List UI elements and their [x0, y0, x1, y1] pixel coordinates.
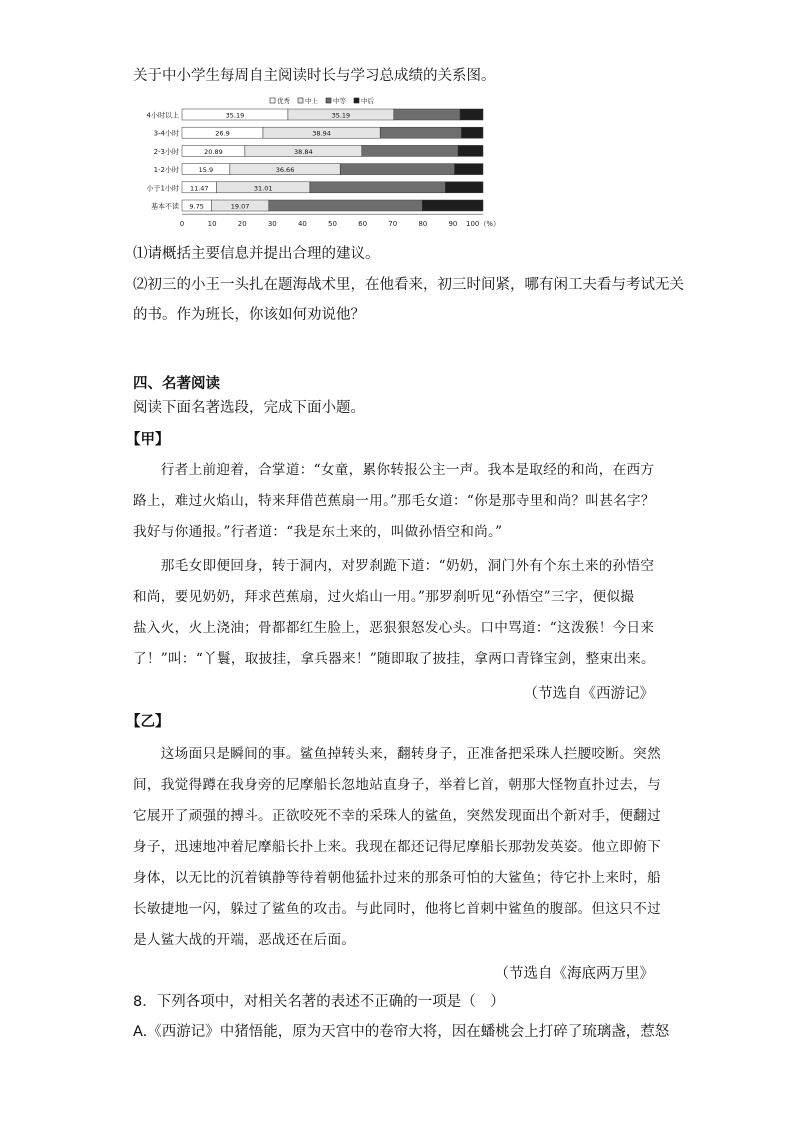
data-label: 35.19 [225, 111, 245, 120]
bar-segment [455, 164, 483, 175]
x-tick-label: 30 [267, 220, 277, 229]
data-label: 15.9 [198, 166, 214, 175]
legend-label: 中后 [361, 97, 374, 106]
category-label: 基本不读 [151, 202, 179, 211]
data-label: 38.94 [312, 129, 331, 138]
yi-line: 这场面只是瞬间的事。鲨鱼掉转头来，翻转身子，正准备把采珠人拦腰咬断。突然 [133, 746, 661, 762]
x-tick-label: 0 [179, 220, 185, 229]
category-label: 2-3小时 [153, 147, 179, 156]
data-label: 11.47 [189, 184, 209, 193]
x-tick-label: 60 [358, 220, 368, 229]
bar-segment [310, 182, 445, 193]
legend-swatch [270, 98, 275, 103]
section-title: 四、名著阅读 [133, 376, 220, 392]
data-label: 20.89 [204, 147, 223, 156]
jia-line: 和尚，要见奶奶，拜求芭蕉扇，过火焰山一用。”那罗刹听见“孙悟空”三字，便似撮 [133, 589, 635, 605]
jia-line: 盐入火，火上浇油；骨都都红生脸上，恶狠狠怒发心头。口中骂道：“这泼猴！今日来 [133, 620, 655, 636]
jia-line: 那毛女即便回身，转于洞内，对罗刹跪下道：“奶奶，洞门外有个东土来的孙悟空 [133, 558, 655, 574]
legend-label: 中等 [333, 97, 346, 106]
bar-segment [380, 127, 461, 138]
data-label: 35.19 [331, 111, 351, 120]
jia-line: 行者上前迎着，合掌道：“女童，累你转报公主一声。我本是取经的和尚，在西方 [133, 462, 655, 478]
x-tick-label: 10 [207, 220, 217, 229]
yi-label: 【乙】 [126, 714, 170, 730]
x-tick-label: 20 [237, 220, 247, 229]
bar-segment [340, 164, 454, 175]
legend-label: 中上 [305, 97, 318, 106]
data-label: 36.66 [275, 166, 295, 175]
x-tick-label: 70 [388, 220, 398, 229]
jia-line: 我好与你通报。”行者道：“我是东土来的，叫做孙悟空和尚。” [133, 524, 503, 540]
data-label: 31.01 [253, 184, 273, 193]
question-1-2-cont: 的书。作为班长，你该如何劝说他？ [133, 307, 365, 323]
x-tick-label: 50 [328, 220, 337, 229]
legend-swatch [326, 98, 331, 103]
x-tick-label: 100（%） [465, 220, 501, 229]
question-8-option-a: A.《西游记》中猪悟能，原为天宫中的卷帘大将，因在蟠桃会上打碎了琉璃盏，惹怒 [133, 1024, 670, 1040]
category-label: 3-4小时 [153, 129, 179, 138]
bar-segment [362, 145, 458, 156]
bar-segment [422, 200, 483, 211]
yi-source: （节选自《海底两万里》 [494, 966, 654, 982]
category-label: 1-2小时 [153, 166, 179, 175]
data-label: 9.75 [189, 202, 204, 211]
data-label: 26.9 [215, 129, 230, 138]
question-1-1: ⑴请概括主要信息并提出合理的建议。 [133, 246, 380, 262]
bar-segment [269, 200, 423, 211]
bar-segment [461, 127, 483, 138]
data-label: 19.07 [230, 202, 250, 211]
yi-line: 它展开了顽强的搏斗。正欲咬死不幸的采珠人的鲨鱼，突然发现面出个新对手，便翻过 [133, 808, 661, 824]
jia-source: （节选自《西游记》 [523, 686, 654, 702]
category-label: 小于1小时 [146, 184, 179, 193]
section-intro: 阅读下面名著选段，完成下面小题。 [133, 400, 365, 416]
yi-line: 间，我觉得蹲在我身旁的尼摩船长忽地站直身子，举着匕首，朝那大怪物直扑过去，与 [133, 777, 661, 793]
legend-swatch [354, 98, 359, 103]
jia-label: 【甲】 [126, 432, 170, 448]
legend-label: 优秀 [277, 97, 290, 106]
yi-line: 长敏捷地一闪，躲过了鲨鱼的攻击。与此同时，他将匕首刺中鲨鱼的腹部。但这只不过 [133, 901, 661, 917]
stacked-bar-chart [140, 95, 520, 235]
category-label: 4小时以上 [146, 111, 179, 120]
yi-line: 身子，迅速地冲着尼摩船长扑上来。我现在都还记得尼摩船长那勃发英姿。他立即俯下 [133, 839, 661, 855]
data-label: 38.84 [294, 147, 313, 156]
bar-segment [394, 109, 460, 120]
x-tick-label: 90 [448, 220, 458, 229]
bar-segment [458, 145, 483, 156]
jia-line: 路上，难过火焰山，特来拜借芭蕉扇一用。”那毛女道：“你是那寺里和尚？叫甚名字？ [133, 493, 655, 509]
yi-line: 身体，以无比的沉着镇静等待着朝他猛扑过来的那条可怕的大鲨鱼；待它扑上来时，船 [133, 870, 661, 886]
chart-intro: 关于中小学生每周自主阅读时长与学习总成绩的关系图。 [133, 68, 496, 84]
question-8: 8．下列各项中，对相关名著的表述不正确的一项是（ ） [133, 994, 505, 1010]
jia-line: 了！”叫：“丫鬟，取披挂，拿兵器来！”随即取了披挂，拿两口青锋宝剑，整束出来。 [133, 651, 655, 667]
bar-segment [445, 182, 483, 193]
x-tick-label: 40 [297, 220, 307, 229]
x-tick-label: 80 [418, 220, 428, 229]
bar-segment [460, 109, 483, 120]
legend-swatch [298, 98, 303, 103]
question-1-2: ⑵初三的小王一头扎在题海战术里，在他看来，初三时间紧，哪有闲工夫看与考试无关 [133, 277, 684, 293]
yi-line: 是人鲨大战的开端，恶战还在后面。 [133, 932, 356, 948]
